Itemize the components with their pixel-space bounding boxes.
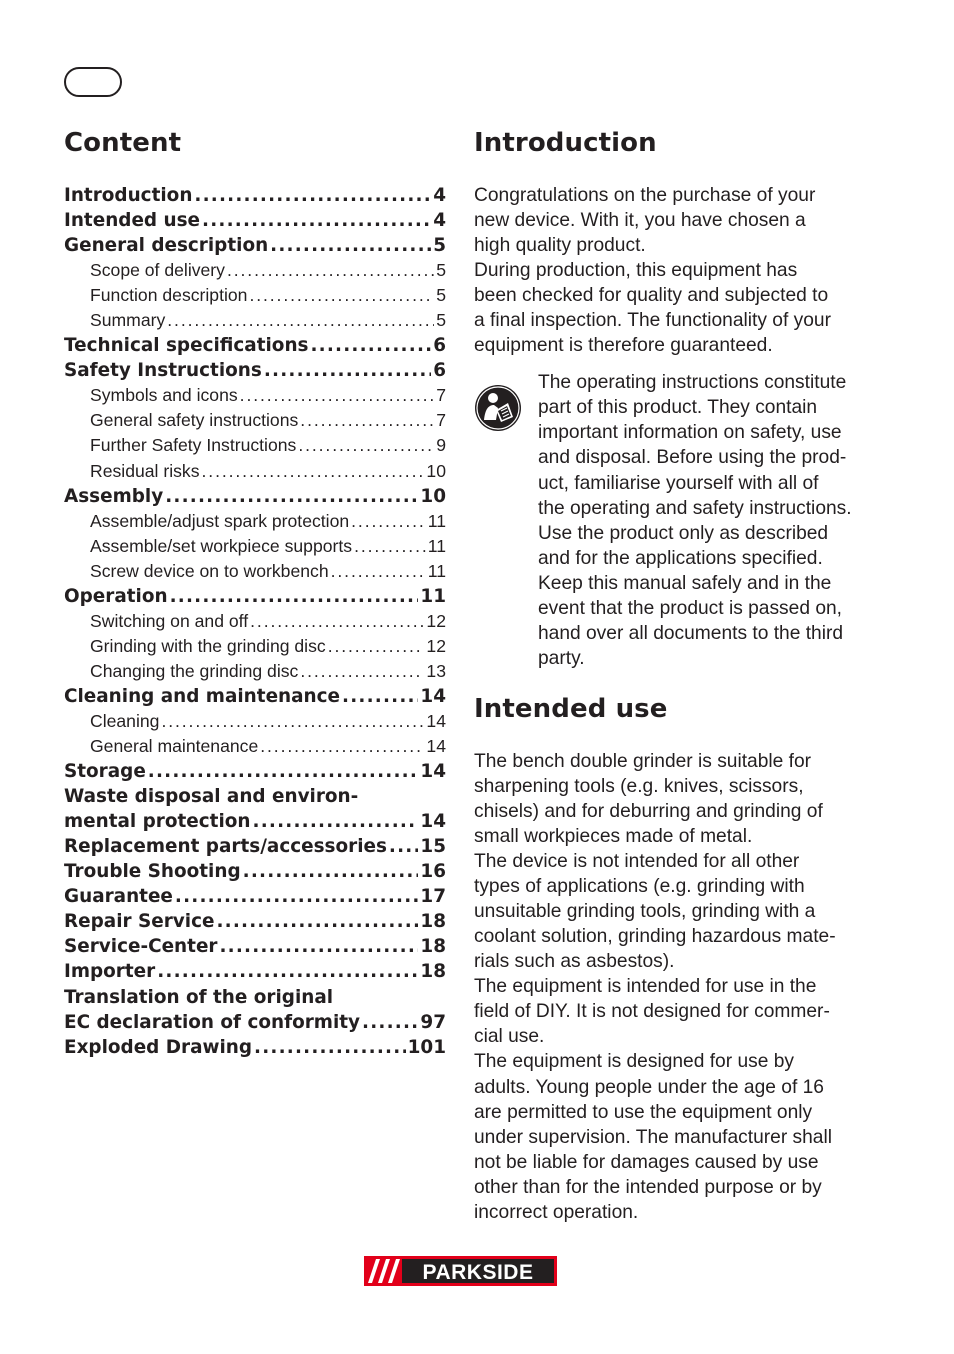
introduction-heading: Introduction bbox=[474, 128, 657, 158]
text-line: Use the product only as described bbox=[538, 522, 829, 544]
text-line: the operating and safety instructions. bbox=[538, 497, 852, 519]
toc-leader-dots bbox=[175, 884, 418, 909]
toc-entry-page: 18 bbox=[420, 936, 446, 958]
toc-leader-dots bbox=[202, 459, 425, 484]
toc-leader-dots bbox=[264, 358, 431, 383]
toc-entry-label: Safety Instructions bbox=[64, 360, 262, 382]
toc-entry-page: 10 bbox=[426, 460, 446, 481]
introduction-text bbox=[474, 183, 874, 358]
toc-entry-page: 6 bbox=[433, 360, 446, 382]
text-line: The equipment is designed for use by bbox=[474, 1051, 794, 1073]
parkside-logo bbox=[364, 1256, 557, 1286]
toc-entry-page: 14 bbox=[420, 811, 446, 833]
intended-use-text bbox=[474, 749, 874, 1225]
toc-entry bbox=[64, 459, 446, 484]
toc-entry bbox=[64, 709, 446, 734]
toc-entry-page: 15 bbox=[420, 836, 446, 858]
toc-entry-label: Waste disposal and environ- bbox=[64, 786, 359, 808]
toc-leader-dots bbox=[249, 283, 434, 308]
text-line: high quality product. bbox=[474, 235, 646, 257]
toc-leader-dots bbox=[157, 959, 418, 984]
text-line: The equipment is intended for use in the bbox=[474, 976, 817, 998]
toc-entry bbox=[64, 734, 446, 759]
toc-entry-page: 16 bbox=[420, 861, 446, 883]
toc-entry-page: 5 bbox=[436, 260, 446, 281]
toc-entry-label: Further Safety Instructions bbox=[90, 435, 297, 456]
toc-entry-label: Trouble Shooting bbox=[64, 861, 241, 883]
toc-entry-label: Cleaning bbox=[90, 710, 160, 731]
toc-entry bbox=[64, 183, 446, 208]
text-line: adults. Young people under the age of 16 bbox=[474, 1076, 824, 1098]
toc-entry-page: 12 bbox=[426, 610, 446, 631]
toc-entry bbox=[64, 208, 446, 233]
text-line: small workpieces made of metal. bbox=[474, 826, 753, 848]
toc-leader-dots bbox=[240, 383, 435, 408]
text-line: sharpening tools (e.g. knives, scissors, bbox=[474, 775, 804, 797]
toc-leader-dots bbox=[260, 734, 424, 759]
toc-leader-dots bbox=[354, 534, 426, 559]
toc-entry-page: 101 bbox=[407, 1036, 446, 1058]
toc-entry-label: Translation of the original bbox=[64, 986, 334, 1008]
toc-entry-page: 18 bbox=[420, 911, 446, 933]
toc-entry-label: Exploded Drawing bbox=[64, 1036, 253, 1058]
toc-entry-label: Residual risks bbox=[90, 460, 200, 481]
toc-leader-dots bbox=[300, 408, 434, 433]
toc-entry bbox=[64, 233, 446, 258]
toc-leader-dots bbox=[165, 484, 418, 509]
toc-entry-label: Repair Service bbox=[64, 911, 215, 933]
toc-entry-page: 10 bbox=[420, 485, 446, 507]
text-line: been checked for quality and subjected to bbox=[474, 285, 829, 307]
toc-entry bbox=[64, 283, 446, 308]
toc-entry bbox=[64, 634, 446, 659]
toc-entry-label: Introduction bbox=[64, 185, 193, 206]
text-line: The bench double grinder is suitable for bbox=[474, 750, 812, 772]
toc-leader-dots bbox=[351, 509, 426, 534]
toc-entry-page: 4 bbox=[433, 185, 446, 206]
text-line: under supervision. The manufacturer shall bbox=[474, 1126, 833, 1148]
toc-entry-page: 12 bbox=[426, 635, 446, 656]
toc-entry-label: General safety instructions bbox=[90, 410, 299, 431]
text-line: equipment is therefore guaranteed. bbox=[474, 335, 773, 357]
toc-entry-page: 14 bbox=[426, 710, 446, 731]
text-line: new device. With it, you have chosen a bbox=[474, 210, 806, 232]
toc-leader-dots bbox=[253, 809, 419, 834]
text-line: uct, familiarise yourself with all of bbox=[538, 472, 819, 494]
toc-leader-dots bbox=[310, 333, 431, 358]
toc-entry bbox=[64, 534, 446, 559]
toc-entry bbox=[64, 809, 446, 834]
toc-entry-label: Assemble/adjust spark protection bbox=[90, 510, 350, 531]
text-line: hand over all documents to the third bbox=[538, 622, 844, 644]
text-line: cial use. bbox=[474, 1026, 545, 1048]
toc-entry bbox=[64, 659, 446, 684]
toc-entry-label: Operation bbox=[64, 585, 168, 607]
text-line: not be liable for damages caused by use bbox=[474, 1151, 819, 1173]
toc-entry-label: mental protection bbox=[64, 811, 251, 833]
text-line: a final inspection. The functionality of your bbox=[474, 310, 831, 332]
text-line: incorrect operation. bbox=[474, 1201, 639, 1223]
toc-entry-page: 17 bbox=[420, 886, 446, 908]
toc-entry bbox=[64, 408, 446, 433]
toc-leader-dots bbox=[254, 1035, 406, 1060]
text-line: and disposal. Before using the prod- bbox=[538, 447, 847, 469]
toc-entry-label: Switching on and off bbox=[90, 610, 249, 631]
toc-entry-label: Assemble/set workpiece supports bbox=[90, 535, 353, 556]
toc-entry bbox=[64, 308, 446, 333]
main-column bbox=[474, 124, 874, 1225]
manual-notice bbox=[474, 370, 874, 671]
toc-entry bbox=[64, 934, 446, 959]
toc-leader-dots bbox=[389, 834, 418, 859]
toc-leader-dots bbox=[219, 934, 418, 959]
intended-use-heading: Intended use bbox=[474, 693, 668, 724]
toc-leader-dots bbox=[328, 634, 425, 659]
toc-entry bbox=[64, 383, 446, 408]
text-line: other than for the intended purpose or by bbox=[474, 1176, 822, 1198]
toc-leader-dots bbox=[161, 709, 424, 734]
text-line: coolant solution, grinding hazardous mate- bbox=[474, 926, 836, 948]
toc-entry-label: Function description bbox=[90, 285, 248, 306]
toc-leader-dots bbox=[170, 584, 419, 609]
toc-entry-page: 14 bbox=[420, 761, 446, 783]
read-manual-icon bbox=[474, 384, 522, 432]
toc-entry-page: 13 bbox=[426, 660, 446, 681]
text-line: The operating instructions constitute bbox=[538, 372, 847, 394]
toc-entry bbox=[64, 959, 446, 984]
toc-entry-label: Service-Center bbox=[64, 936, 218, 958]
toc-leader-dots bbox=[250, 609, 424, 634]
toc-entry-label: Symbols and icons bbox=[90, 385, 238, 406]
toc-leader-dots bbox=[331, 559, 426, 584]
toc-entry-page: 14 bbox=[426, 736, 446, 757]
toc-entry-page: 11 bbox=[427, 535, 446, 556]
toc-entry-page: 6 bbox=[433, 335, 446, 357]
toc-entry bbox=[64, 358, 446, 383]
toc-entry-label: Scope of delivery bbox=[90, 260, 225, 281]
toc-leader-dots bbox=[194, 183, 431, 208]
text-line: rials such as asbestos). bbox=[474, 951, 675, 973]
logo-wordmark: PARKSIDE bbox=[422, 1261, 534, 1284]
toc-entry-label: Cleaning and maintenance bbox=[64, 685, 341, 707]
text-line: The device is not intended for all other bbox=[474, 851, 800, 873]
text-line: Congratulations on the purchase of your bbox=[474, 185, 816, 206]
language-badge bbox=[64, 67, 122, 97]
toc-leader-dots bbox=[300, 659, 424, 684]
toc-entry bbox=[64, 609, 446, 634]
toc-entry bbox=[64, 333, 446, 358]
toc-entry bbox=[64, 834, 446, 859]
toc-leader-dots bbox=[227, 258, 434, 283]
text-line: part of this product. They contain bbox=[538, 397, 818, 419]
toc-leader-dots bbox=[216, 909, 418, 934]
toc-entry-page: 11 bbox=[427, 510, 446, 531]
toc-leader-dots bbox=[243, 859, 419, 884]
text-line: Keep this manual safely and in the bbox=[538, 572, 832, 594]
notice-text bbox=[538, 370, 874, 671]
toc-leader-dots bbox=[270, 233, 431, 258]
toc-entry-label: Guarantee bbox=[64, 886, 173, 908]
toc-leader-dots bbox=[342, 684, 418, 709]
toc-entry-label: Storage bbox=[64, 761, 146, 783]
toc-entry bbox=[64, 484, 446, 509]
toc-entry bbox=[64, 433, 446, 458]
toc-entry bbox=[64, 1035, 446, 1060]
text-line: important information on safety, use bbox=[538, 422, 842, 444]
toc-leader-dots bbox=[298, 433, 434, 458]
toc-entry bbox=[64, 509, 446, 534]
toc-entry-label: Replacement parts/accessories bbox=[64, 836, 387, 858]
text-line: During production, this equipment has bbox=[474, 260, 798, 282]
text-line: are permitted to use the equipment only bbox=[474, 1101, 813, 1123]
text-line: and for the applications specified. bbox=[538, 547, 823, 569]
toc-entry-label: EC declaration of conformity bbox=[64, 1011, 361, 1033]
toc-leader-dots bbox=[202, 208, 431, 233]
text-line: types of applications (e.g. grinding with bbox=[474, 876, 805, 898]
toc-entry-label: Importer bbox=[64, 961, 156, 983]
toc-entry bbox=[64, 1010, 446, 1035]
toc-entry-label: Summary bbox=[90, 310, 166, 331]
toc-entry-page: 5 bbox=[433, 235, 446, 257]
toc-entry bbox=[64, 884, 446, 909]
toc-entry-page: 7 bbox=[436, 410, 446, 431]
content-heading: Content bbox=[64, 128, 182, 158]
table-of-contents bbox=[64, 183, 446, 1060]
toc-entry-page: 11 bbox=[420, 585, 446, 607]
toc-entry-label: General description bbox=[64, 235, 269, 257]
toc-entry-page: 97 bbox=[420, 1011, 446, 1033]
content-column bbox=[64, 124, 446, 1060]
toc-entry bbox=[64, 985, 446, 1010]
text-line: chisels) and for deburring and grinding of bbox=[474, 800, 823, 822]
toc-entry-label: General maintenance bbox=[90, 736, 259, 757]
text-line: event that the product is passed on, bbox=[538, 597, 843, 619]
toc-entry-label: Screw device on to workbench bbox=[90, 560, 329, 581]
toc-entry-label: Technical specifications bbox=[64, 335, 309, 357]
toc-entry-page: 4 bbox=[433, 210, 446, 232]
toc-entry-label: Changing the grinding disc bbox=[90, 660, 299, 681]
toc-entry bbox=[64, 759, 446, 784]
toc-entry bbox=[64, 258, 446, 283]
text-line: field of DIY. It is not designed for commer- bbox=[474, 1001, 830, 1023]
text-line: party. bbox=[538, 647, 585, 669]
toc-entry-page: 18 bbox=[420, 961, 446, 983]
toc-entry-page: 11 bbox=[427, 560, 446, 581]
toc-entry-page: 5 bbox=[436, 285, 446, 306]
toc-entry-page: 9 bbox=[436, 435, 446, 456]
toc-leader-dots bbox=[148, 759, 419, 784]
toc-entry bbox=[64, 909, 446, 934]
toc-entry bbox=[64, 684, 446, 709]
toc-entry bbox=[64, 584, 446, 609]
toc-entry-page: 14 bbox=[420, 685, 446, 707]
toc-entry-page: 7 bbox=[436, 385, 446, 406]
toc-entry-label: Grinding with the grinding disc bbox=[90, 635, 326, 656]
toc-leader-dots bbox=[167, 308, 434, 333]
toc-leader-dots bbox=[362, 1010, 418, 1035]
text-line: unsuitable grinding tools, grinding with a bbox=[474, 901, 816, 923]
toc-entry bbox=[64, 559, 446, 584]
toc-entry-label: Assembly bbox=[64, 485, 164, 507]
toc-entry-label: Intended use bbox=[64, 210, 201, 232]
toc-entry-page: 5 bbox=[436, 310, 446, 331]
toc-entry bbox=[64, 859, 446, 884]
toc-entry bbox=[64, 784, 446, 809]
